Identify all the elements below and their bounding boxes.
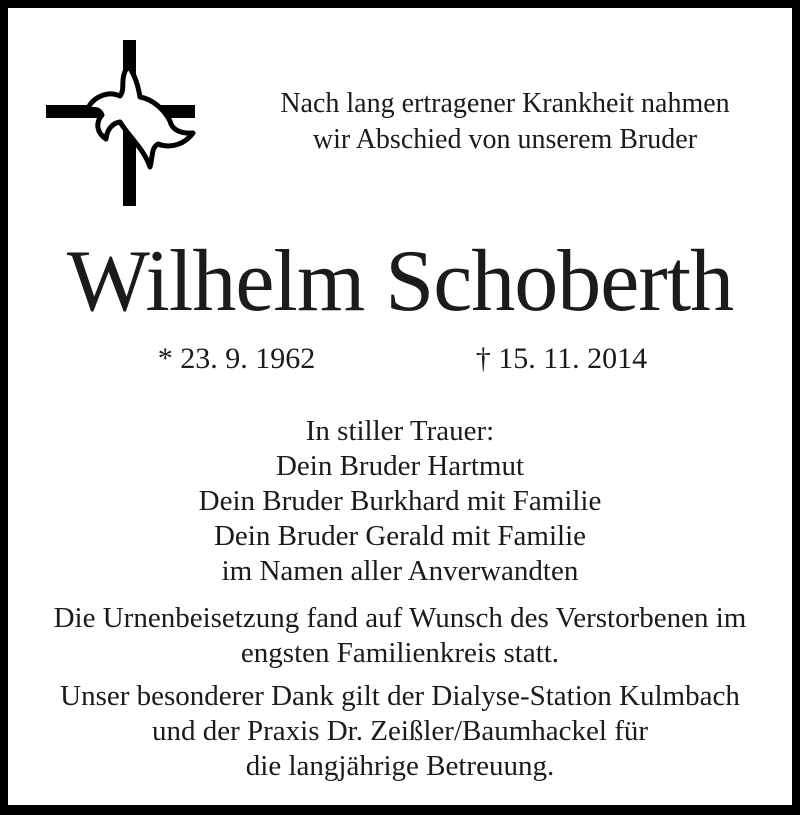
death-date: † 15. 11. 2014: [475, 342, 648, 375]
thanks-line-3: die langjährige Betreuung.: [245, 750, 555, 782]
mourning-line-3: Dein Bruder Burkhard mit Familie: [198, 485, 602, 517]
thanks-line-2: und der Praxis Dr. Zeißler/Baumhackel für: [151, 715, 649, 747]
mourning-line-5: im Namen aller Anverwandten: [221, 555, 579, 587]
mourning-line-1: In stiller Trauer:: [305, 415, 495, 447]
thanks-paragraph: [8, 679, 792, 784]
cross-with-dove-icon: [36, 30, 203, 210]
intro-line-1: Nach lang ertragener Krankheit nahmen: [280, 88, 730, 119]
mourning-line-4: Dein Bruder Gerald mit Familie: [213, 520, 587, 552]
burial-line-2: engsten Familienkreis statt.: [240, 637, 560, 669]
birth-date: * 23. 9. 1962: [157, 342, 316, 375]
mourning-line-2: Dein Bruder Hartmut: [275, 450, 525, 482]
notice-header: [8, 8, 792, 198]
burial-paragraph: [8, 601, 792, 671]
burial-line-1: Die Urnenbeisetzung fand auf Wunsch des Verstorbenen im: [53, 602, 747, 634]
intro-line-2: wir Abschied von unserem Bruder: [312, 124, 698, 155]
mourning-block: [8, 414, 792, 589]
intro-text: [218, 8, 792, 158]
life-dates: [74, 340, 724, 378]
thanks-line-1: Unser besonderer Dank gilt der Dialyse-Station Kulmbach: [60, 680, 740, 712]
deceased-name: Wilhelm Schoberth: [66, 233, 734, 330]
